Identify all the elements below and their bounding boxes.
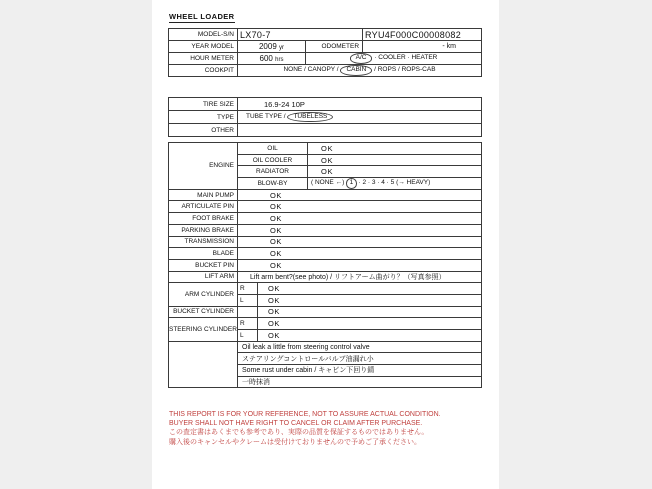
bucket-cylinder-rl-cell: [238, 306, 258, 318]
hour-meter-label: HOUR METER: [169, 53, 238, 65]
odometer-value: - km: [363, 41, 482, 53]
table-row: [169, 41, 482, 53]
remark-line: ステアリングコントロールバルブ油漏れ小: [238, 353, 482, 365]
remark-line: Oil leak a little from steering control valve: [238, 341, 482, 353]
disclaimer-line-jp-2: 購入後のキャンセルやクレームは受付けておりませんので予めご了承ください。: [169, 438, 421, 446]
articulate-pin-value: OK: [238, 201, 482, 213]
engine-label: ENGINE: [169, 143, 238, 190]
circle-annotation-cabin: CABIN: [340, 65, 372, 76]
disclaimer-line-en-2: BUYER SHALL NOT HAVE RIGHT TO CANCEL OR CLAIM AFTER PURCHASE.: [169, 420, 423, 428]
steering-cylinder-l-label: L: [238, 330, 258, 342]
remarks-label-cell: [169, 341, 238, 388]
table-row: [169, 111, 482, 124]
model-value: LX70-7: [238, 29, 363, 41]
engine-oil-cooler-value: OK: [308, 154, 482, 166]
table-row: [169, 283, 482, 295]
engine-blowby-label: BLOW-BY: [238, 178, 308, 190]
transmission-value: OK: [238, 236, 482, 248]
serial-number: RYU4F000C00008082: [363, 29, 482, 41]
arm-cylinder-l-label: L: [238, 294, 258, 306]
table-row: [169, 98, 482, 111]
cockpit-after: / ROPS / ROPS-CAB: [374, 66, 436, 74]
year-model-value: [238, 41, 306, 53]
hour-meter-value: [238, 53, 306, 65]
lift-arm-label: LIFT ARM: [169, 271, 238, 283]
arm-cylinder-label: ARM CYLINDER: [169, 283, 238, 306]
hour-number: 600: [259, 54, 273, 63]
table-row: [169, 341, 482, 353]
tire-size-label: TIRE SIZE: [169, 98, 238, 111]
arm-cylinder-r-value: OK: [258, 283, 482, 295]
table-row: [169, 124, 482, 137]
cockpit-before: NONE / CANOPY /: [283, 66, 339, 74]
tire-table: [168, 97, 482, 137]
tire-other-label: OTHER: [169, 124, 238, 137]
odometer-label: ODOMETER: [306, 41, 363, 53]
table-row: [169, 201, 482, 213]
table-row: [169, 271, 482, 283]
inspection-table: [168, 142, 482, 388]
articulate-pin-label: ARTICULATE PIN: [169, 201, 238, 213]
disclaimer-line-jp-1: この査定書はあくまでも参考であり、実際の品質を保証するものではありません。: [169, 429, 429, 437]
aircon-rest: · COOLER · HEATER: [374, 54, 438, 62]
header-table: [168, 28, 482, 77]
steering-cylinder-r-label: R: [238, 318, 258, 330]
bucket-pin-label: BUCKET PIN: [169, 259, 238, 271]
arm-cylinder-r-label: R: [238, 283, 258, 295]
disclaimer: [169, 410, 441, 447]
circle-annotation-ac: A/C: [350, 53, 373, 64]
steering-cylinder-label: STEERING CYLINDER: [169, 318, 238, 341]
engine-radiator-label: RADIATOR: [238, 166, 308, 178]
engine-oil-value: OK: [308, 143, 482, 155]
cockpit-options: [238, 65, 482, 77]
blade-value: OK: [238, 248, 482, 260]
table-row: [169, 306, 482, 318]
table-row: [169, 248, 482, 260]
table-row: [169, 65, 482, 77]
year-unit: yr: [279, 45, 285, 51]
table-row: [169, 53, 482, 65]
parking-brake-value: OK: [238, 224, 482, 236]
foot-brake-label: FOOT BRAKE: [169, 213, 238, 225]
foot-brake-value: OK: [238, 213, 482, 225]
blowby-suffix: · 2 · 3 · 4 · 5 (→ HEAVY): [358, 179, 431, 187]
bucket-pin-value: OK: [238, 259, 482, 271]
disclaimer-line-en-1: THIS REPORT IS FOR YOUR REFERENCE, NOT TO ASSURE ACTUAL CONDITION.: [169, 411, 441, 418]
table-row: [169, 224, 482, 236]
year-number: 2009: [258, 42, 277, 51]
table-row: [169, 189, 482, 201]
blowby-prefix: ( NONE ←): [311, 179, 345, 187]
engine-blowby-scale: [308, 178, 482, 190]
inspection-sheet: [152, 0, 499, 489]
steering-cylinder-r-value: OK: [258, 318, 482, 330]
blade-label: BLADE: [169, 248, 238, 260]
page-title: WHEEL LOADER: [169, 12, 235, 21]
bucket-cylinder-value: OK: [258, 306, 482, 318]
arm-cylinder-l-value: OK: [258, 294, 482, 306]
table-row: [169, 259, 482, 271]
table-row: [169, 213, 482, 225]
bucket-cylinder-label: BUCKET CYLINDER: [169, 306, 238, 318]
main-pump-value: OK: [238, 189, 482, 201]
remark-line: Some rust under cabin / キャビン下回り錆: [238, 365, 482, 377]
table-row: [169, 236, 482, 248]
parking-brake-label: PARKING BRAKE: [169, 224, 238, 236]
table-row: [169, 29, 482, 41]
engine-radiator-value: OK: [308, 166, 482, 178]
year-model-label: YEAR MODEL: [169, 41, 238, 53]
model-sn-label: MODEL-S/N: [169, 29, 238, 41]
table-row: [169, 143, 482, 155]
aircon-options: [306, 53, 482, 65]
transmission-label: TRANSMISSION: [169, 236, 238, 248]
tire-other-value: [238, 124, 482, 137]
circle-annotation-blowby-1: 1: [346, 178, 357, 189]
hour-unit: hrs: [275, 57, 284, 63]
main-pump-label: MAIN PUMP: [169, 189, 238, 201]
engine-oil-label: OIL: [238, 143, 308, 155]
steering-cylinder-l-value: OK: [258, 330, 482, 342]
tube-type-text: TUBE TYPE /: [246, 112, 286, 120]
table-row: [169, 318, 482, 330]
tire-type-label: TYPE: [169, 111, 238, 124]
tire-type-value: [238, 111, 482, 124]
engine-oil-cooler-label: OIL COOLER: [238, 154, 308, 166]
tire-size-value: 16.9-24 10P: [238, 98, 482, 111]
cockpit-label: COOKPIT: [169, 65, 238, 77]
circle-annotation-tubeless: TUBELESS: [287, 112, 333, 123]
lift-arm-note: Lift arm bent?(see photo) / リフトアーム曲がり？（写真参照）: [238, 271, 482, 283]
remark-line: 一時抹消: [238, 376, 482, 388]
